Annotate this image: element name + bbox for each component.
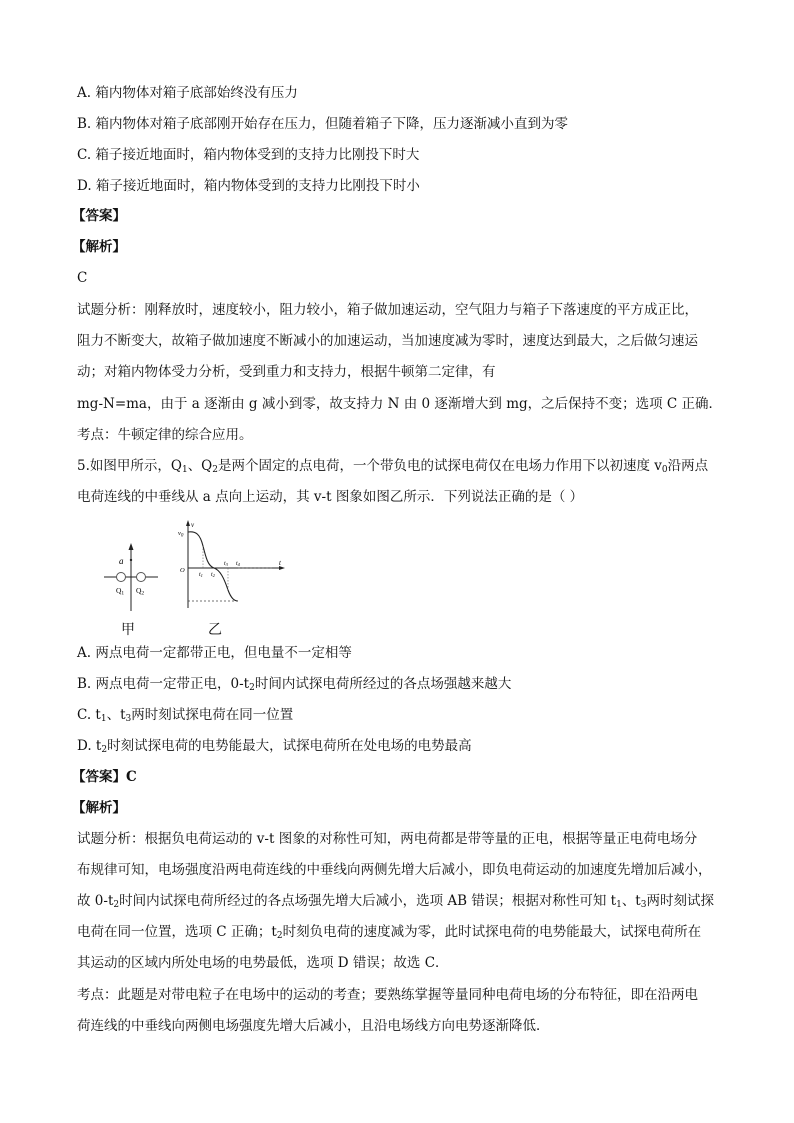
charge-q2 xyxy=(137,573,146,582)
q4-analysis-line-4: mg-N=ma，由于 a 逐渐由 g 减小到零，故支持力 N 由 0 逐渐增大到 mg，之后保持不变；选项 C 正确． xyxy=(77,396,723,412)
q4-analysis-heading: 【解析】 xyxy=(72,239,126,255)
q4-analysis-line-1: 试题分析：刚释放时，速度较小，阻力较小，箱子做加速运动，空气阻力与箱子下落速度的平方成正比， xyxy=(77,302,698,318)
q4-option-b: B. 箱内物体对箱子底部刚开始存在压力，但随着箱子下降，压力逐渐减小直到为零 xyxy=(77,116,569,132)
q4-option-a: A. 箱内物体对箱子底部始终没有压力 xyxy=(77,85,298,101)
q4-option-d: D. 箱子接近地面时，箱内物体受到的支持力比刚投下时小 xyxy=(77,178,420,194)
label-a: a xyxy=(119,556,124,566)
q5-kaodian-line-1: 考点：此题是对带电粒子在电场中的运动的考查；要熟练掌握等量同种电荷电场的分布特征，即在沿两电 xyxy=(77,987,698,1003)
q4-option-c: C. 箱子接近地面时，箱内物体受到的支持力比刚投下时大 xyxy=(77,147,420,163)
label-t: t xyxy=(279,559,281,567)
q5-analysis-line-1: 试题分析：根据负电荷运动的 v-t 图象的对称性可知，两电荷都是带等量的正电，根据等量正电荷电场分 xyxy=(77,831,698,847)
v-axis-arrow xyxy=(186,520,190,526)
label-t4: t4 xyxy=(236,561,240,567)
q4-answer-heading: 【答案】 xyxy=(72,208,126,224)
q4-kaodian: 考点：牛顿定律的综合应用。 xyxy=(77,427,253,443)
figure-yi-vt-graph xyxy=(176,518,286,610)
jia-arrow-head xyxy=(129,543,134,550)
caption-jia: 甲 xyxy=(121,622,135,638)
label-v0: $v_0$ xyxy=(178,530,184,539)
q5-option-c: C. $t_1$、$t_3$两时刻试探电荷在同一位置 xyxy=(77,707,294,724)
label-q2: $Q_2$ xyxy=(136,586,145,597)
label-q1: $Q_1$ xyxy=(116,586,125,597)
q5-option-a: A. 两点电荷一定都带正电，但电量不一定相等 xyxy=(77,645,352,661)
caption-yi: 乙 xyxy=(208,622,222,638)
q5-analysis-heading: 【解析】 xyxy=(72,800,126,816)
q5-option-b: B. 两点电荷一定带正电，$0-t_2$时间内试探电荷所经过的各点场强越来越大 xyxy=(77,676,512,693)
q4-analysis-line-3: 动；对箱内物体受力分析，受到重力和支持力，根据牛顿第二定律，有 xyxy=(77,364,496,380)
figure-jia-drawing xyxy=(104,543,158,613)
vt-curve xyxy=(188,532,238,601)
label-o: O xyxy=(180,567,185,574)
q5-stem-line-2: 电荷连线的中垂线从 a 点向上运动，其 v-t 图象如图乙所示．下列说法正确的是（ ） xyxy=(77,489,584,505)
label-t1: t1 xyxy=(199,572,203,578)
q4-analysis-line-2: 阻力不断变大，故箱子做加速度不断减小的加速运动，当加速度减为零时，速度达到最大，之后做匀速运 xyxy=(77,333,698,349)
q5-kaodian-line-2: 荷连线的中垂线向两侧电场强度先增大后减小，且沿电场线方向电势逐渐降低． xyxy=(77,1018,550,1034)
q4-answer: C xyxy=(77,270,88,286)
q5-stem-line-1: 5.如图甲所示，$Q_1$、$Q_2$是两个固定的点电荷，一个带负电的试探电荷仅在电场力作用下以初速度 $v_0$沿两点 xyxy=(77,458,709,475)
q5-analysis-line-4: 电荷在同一位置，选项 C 正确；$t_2$时刻负电荷的速度减为零，此时试探电荷的电势能最大，试探电荷所在 xyxy=(77,924,702,941)
q5-analysis-line-2: 布规律可知，电场强度沿两电荷连线的中垂线向两侧先增大后减小，即负电荷运动的加速度先增加后减小， xyxy=(77,862,712,878)
point-a-dot xyxy=(130,559,132,561)
q5-answer-line: 【答案】C xyxy=(72,769,137,785)
charge-q1 xyxy=(117,573,126,582)
label-v: v xyxy=(191,521,195,529)
label-t3: t3 xyxy=(224,561,228,567)
label-t2: t2 xyxy=(211,572,215,578)
q5-option-d: D. $t_2$时刻试探电荷的电势能最大，试探电荷所在处电场的电势最高 xyxy=(77,738,472,755)
q5-analysis-line-5: 其运动的区域内所处电场的电势最低，选项 D 错误；故选 C． xyxy=(77,955,449,971)
q5-analysis-line-3: 故 $0-t_2$时间内试探电荷所经过的各点场强先增大后减小，选项 AB 错误；根据对称性可知 $t_1$、$t_3$两时刻试探 xyxy=(77,893,714,910)
